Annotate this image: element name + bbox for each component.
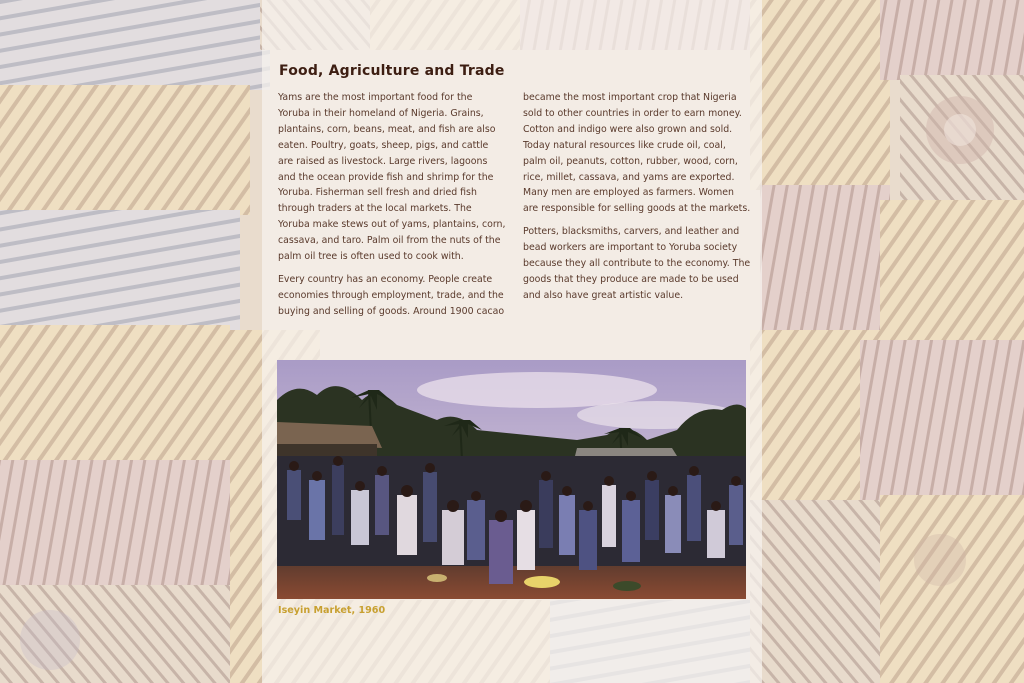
paragraph: Potters, blacksmiths, carvers, and leather and bead workers are important to Yoruba society because they all contribute to the economy. The goods that they produce are made to be used and also have great artistic value. xyxy=(523,226,751,301)
paragraph: Yams are the most important food for the Yoruba in their homeland of Nigeria. Grains, plantains, corn, beans, meat, and fish are also eaten. Poultry, goats, sheep, pigs, and cattle are raised as livestock. Large rivers, lagoons and the ocean provide fish and shrimp for the Yoruba. Fisherman sell fresh and dried fish through traders at the local markets. The Yoruba make stews out of yams, plantains, corn, cassava, and taro. Palm oil from the nuts of the palm oil tree is often used to cook with. xyxy=(278,92,506,263)
text-column-left xyxy=(278,90,506,327)
paragraph: Every country has an economy. People create economies through employment, trade, and the buying and selling of goods. Around 1900 cacao xyxy=(278,273,505,317)
page-title: Food, Agriculture and Trade xyxy=(279,63,505,79)
paragraph: became the most important crop that Nigeria sold to other countries in order to earn money. Cotton and indigo were also grown and sold. Today natural resources like crude oil, coal, palm oil, peanuts, cotton, rubber, wood, corn, rice, millet, cassava, and yams are exported. Many men are employed as farmers. Women are responsible for selling goods at the markets. xyxy=(523,92,751,215)
market-photo xyxy=(277,360,746,599)
photo-caption: Iseyin Market, 1960 xyxy=(278,605,386,616)
market-scene-image xyxy=(277,360,746,599)
text-column-right xyxy=(523,90,751,311)
